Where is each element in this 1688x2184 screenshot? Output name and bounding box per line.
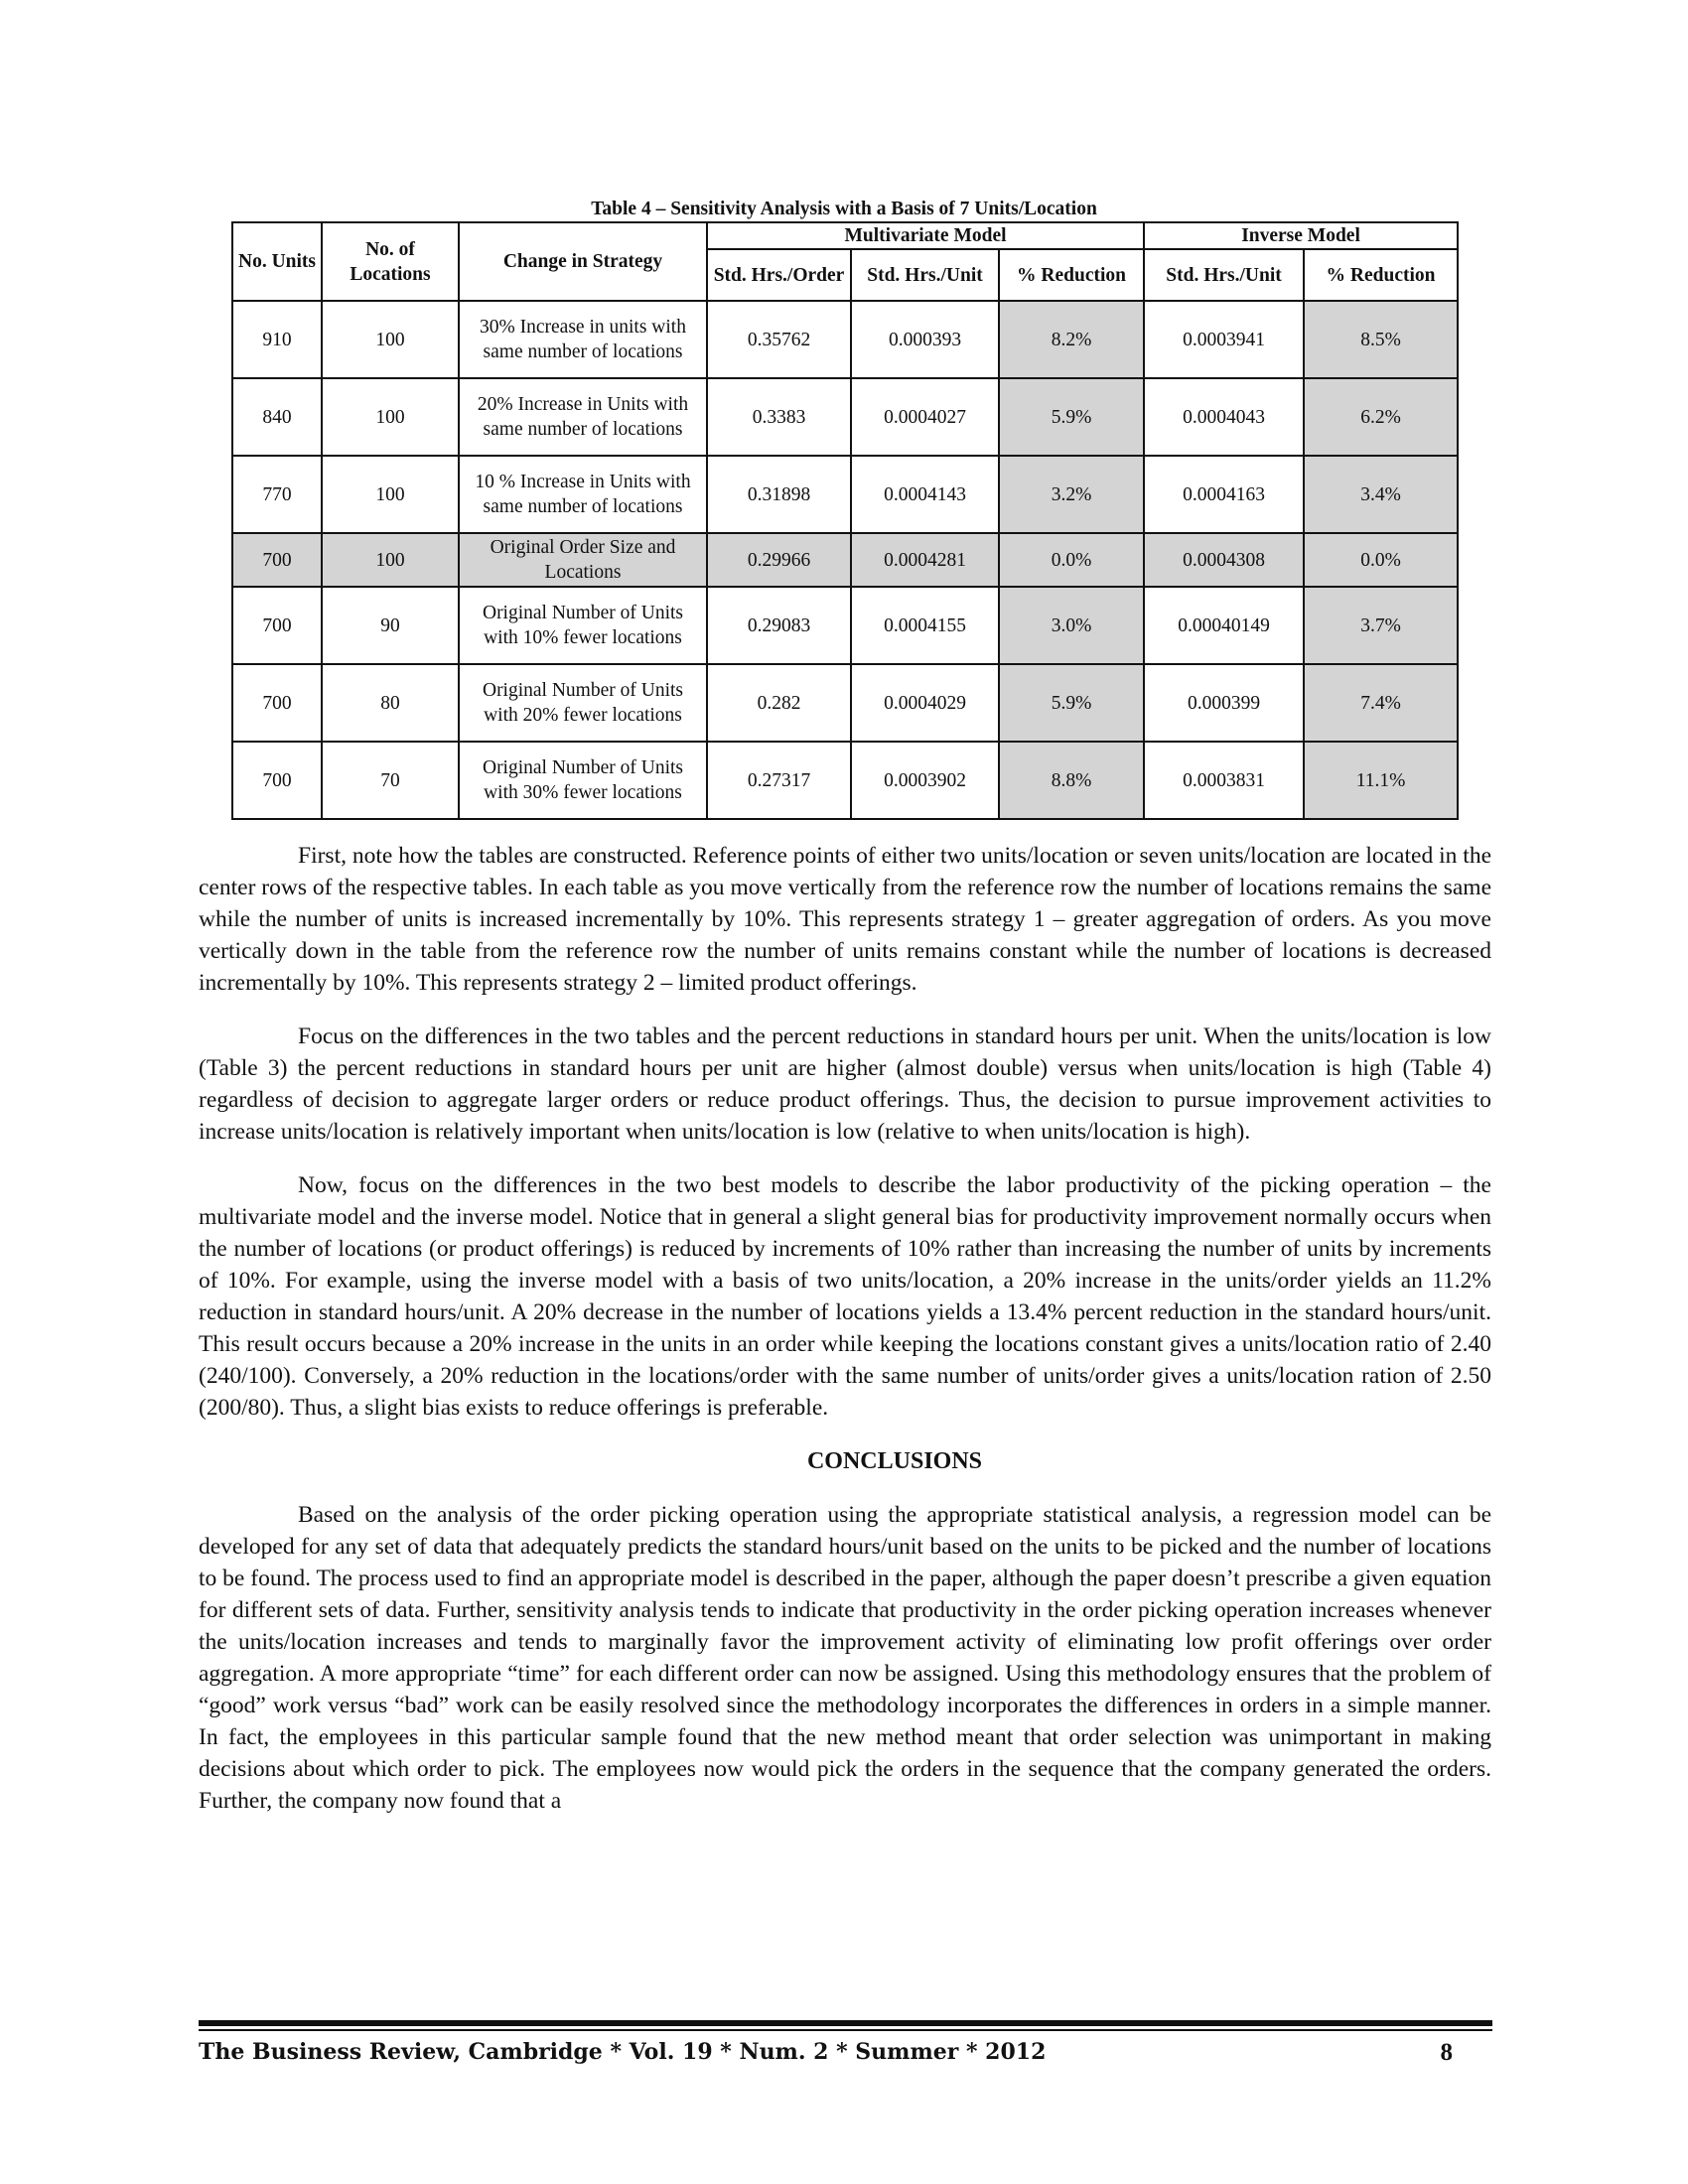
header-std-hrs-order: Std. Hrs./Order xyxy=(707,249,851,301)
cell-hrs-unit: 0.0004155 xyxy=(851,587,999,664)
cell-inverse-reduction: 0.0% xyxy=(1304,533,1458,587)
table-caption: Table 4 – Sensitivity Analysis with a Basis of 7 Units/Location xyxy=(591,199,1097,219)
cell-hrs-order: 0.29966 xyxy=(707,533,851,587)
header-inverse-model: Inverse Model xyxy=(1144,222,1458,249)
cell-reduction: 3.0% xyxy=(999,587,1144,664)
cell-inverse-reduction: 6.2% xyxy=(1304,378,1458,456)
cell-hrs-order: 0.27317 xyxy=(707,742,851,819)
cell-units: 840 xyxy=(232,378,322,456)
cell-change: 30% Increase in units with same number of locations xyxy=(459,301,707,378)
sensitivity-table-block xyxy=(231,199,1457,820)
cell-change: Original Number of Units with 10% fewer locations xyxy=(459,587,707,664)
cell-inverse-reduction: 3.7% xyxy=(1304,587,1458,664)
sensitivity-table xyxy=(231,221,1459,820)
table-row xyxy=(232,456,1458,533)
cell-reduction: 8.2% xyxy=(999,301,1144,378)
cell-hrs-unit: 0.0004029 xyxy=(851,664,999,742)
header-no-units: No. Units xyxy=(232,222,322,301)
cell-reduction: 5.9% xyxy=(999,378,1144,456)
cell-units: 770 xyxy=(232,456,322,533)
cell-inverse-hrs-unit: 0.0004163 xyxy=(1144,456,1304,533)
cell-hrs-order: 0.31898 xyxy=(707,456,851,533)
cell-change: 20% Increase in Units with same number of locations xyxy=(459,378,707,456)
cell-units: 910 xyxy=(232,301,322,378)
header-pct-reduction: % Reduction xyxy=(999,249,1144,301)
header-change-in-strategy: Change in Strategy xyxy=(459,222,707,301)
cell-change: Original Number of Units with 20% fewer locations xyxy=(459,664,707,742)
footer-journal-citation: The Business Review, Cambridge * Vol. 19 * Num. 2 * Summer * 2012 xyxy=(199,2039,1047,2065)
table-row xyxy=(232,378,1458,456)
body-text xyxy=(199,840,1491,1839)
cell-inverse-hrs-unit: 0.000399 xyxy=(1144,664,1304,742)
paragraph-differences-tables: Focus on the differences in the two tables and the percent reductions in standard hours per unit. When the units/location is low (Table 3) the percent reductions in standard hours per unit are higher (almost double) versus when units/location is high (Table 4) regardless of decision to aggregate larger orders or reduce product offerings. Thus, the decision to pursue improvement activities to increase units/location is relatively important when units/location is low (relative to when units/location is high). xyxy=(199,1024,1491,1145)
header-std-hrs-unit: Std. Hrs./Unit xyxy=(851,249,999,301)
cell-units: 700 xyxy=(232,664,322,742)
cell-hrs-unit: 0.000393 xyxy=(851,301,999,378)
cell-units: 700 xyxy=(232,587,322,664)
paragraph-conclusions: Based on the analysis of the order picking operation using the appropriate statistical analysis, a regression model can be developed for any set of data that adequately predicts the standard hours/unit based on the units to be picked and the number of locations to be found. The process used to find an appropriate model is described in the paper, although the paper doesn’t prescribe a given equation for different sets of data. Further, sensitivity analysis tends to indicate that productivity in the order picking operation increases whenever the units/location increases and tends to marginally favor the improvement activity of eliminating low profit offerings over order aggregation. A more appropriate “time” for each different order can now be assigned. Using this methodology ensures that the problem of “good” work versus “bad” work can be easily resolved since the methodology incorporates the differences in orders in a simple manner. In fact, the employees in this particular sample found that the new method meant that order selection was unimportant in making decisions about which order to pick. The employees now would pick the orders in the sequence that the company generated the orders. Further, the company now found that a xyxy=(199,1502,1491,1814)
cell-hrs-unit: 0.0004143 xyxy=(851,456,999,533)
cell-inverse-reduction: 3.4% xyxy=(1304,456,1458,533)
section-heading-conclusions: CONCLUSIONS xyxy=(806,1448,983,1474)
cell-locations: 80 xyxy=(322,664,459,742)
header-no-locations: No. of Locations xyxy=(322,222,459,301)
table-row xyxy=(232,742,1458,819)
paragraph-model-differences: Now, focus on the differences in the two best models to describe the labor productivity of the picking operation – the multivariate model and the inverse model. Notice that in general a slight general bias for productivity improvement normally occurs when the number of locations (or product offerings) is reduced by increments of 10% rather than increasing the number of units by increments of 10%. For example, using the inverse model with a basis of two units/location, a 20% increase in the units/order yields an 11.2% reduction in standard hours/unit. A 20% decrease in the number of locations yields a 13.4% percent reduction in the standard hours/unit. This result occurs because a 20% increase in the units in an order while keeping the locations constant gives a units/location ratio of 2.40 (240/100). Conversely, a 20% reduction in the locations/order with the same number of units/order gives a units/location ration of 2.50 (200/80). Thus, a slight bias exists to reduce offerings is preferable. xyxy=(199,1172,1491,1421)
cell-hrs-order: 0.35762 xyxy=(707,301,851,378)
cell-change: Original Order Size and Locations xyxy=(459,533,707,587)
cell-inverse-hrs-unit: 0.0003941 xyxy=(1144,301,1304,378)
cell-locations: 100 xyxy=(322,533,459,587)
cell-inverse-reduction: 8.5% xyxy=(1304,301,1458,378)
cell-units: 700 xyxy=(232,742,322,819)
table-row xyxy=(232,587,1458,664)
footer-rule-thin xyxy=(199,2029,1492,2031)
table-row-reference xyxy=(232,533,1458,587)
header-inverse-pct-reduction: % Reduction xyxy=(1304,249,1458,301)
cell-units: 700 xyxy=(232,533,322,587)
cell-locations: 70 xyxy=(322,742,459,819)
header-multivariate-model: Multivariate Model xyxy=(707,222,1144,249)
cell-inverse-hrs-unit: 0.0004308 xyxy=(1144,533,1304,587)
cell-hrs-order: 0.29083 xyxy=(707,587,851,664)
cell-hrs-unit: 0.0003902 xyxy=(851,742,999,819)
cell-locations: 100 xyxy=(322,301,459,378)
paragraph-table-construction: First, note how the tables are constructed. Reference points of either two units/location or seven units/location are located in the center rows of the respective tables. In each table as you move vertically from the reference row the number of locations remains the same while the number of units is increased incrementally by 10%. This represents strategy 1 – greater aggregation of orders. As you move vertically down in the table from the reference row the number of units remains constant while the number of locations is decreased incrementally by 10%. This represents strategy 2 – limited product offerings. xyxy=(199,843,1491,996)
cell-inverse-hrs-unit: 0.0003831 xyxy=(1144,742,1304,819)
cell-inverse-hrs-unit: 0.0004043 xyxy=(1144,378,1304,456)
cell-reduction: 0.0% xyxy=(999,533,1144,587)
cell-inverse-reduction: 11.1% xyxy=(1304,742,1458,819)
cell-hrs-order: 0.282 xyxy=(707,664,851,742)
cell-hrs-unit: 0.0004281 xyxy=(851,533,999,587)
cell-hrs-unit: 0.0004027 xyxy=(851,378,999,456)
cell-inverse-reduction: 7.4% xyxy=(1304,664,1458,742)
table-row xyxy=(232,301,1458,378)
cell-change: 10 % Increase in Units with same number of locations xyxy=(459,456,707,533)
cell-change: Original Number of Units with 30% fewer locations xyxy=(459,742,707,819)
cell-locations: 100 xyxy=(322,456,459,533)
cell-reduction: 5.9% xyxy=(999,664,1144,742)
cell-locations: 90 xyxy=(322,587,459,664)
footer-rule-thick xyxy=(199,2020,1492,2026)
table-row xyxy=(232,664,1458,742)
cell-locations: 100 xyxy=(322,378,459,456)
header-inverse-std-hrs-unit: Std. Hrs./Unit xyxy=(1144,249,1304,301)
cell-inverse-hrs-unit: 0.00040149 xyxy=(1144,587,1304,664)
cell-hrs-order: 0.3383 xyxy=(707,378,851,456)
cell-reduction: 3.2% xyxy=(999,456,1144,533)
cell-reduction: 8.8% xyxy=(999,742,1144,819)
page-number: 8 xyxy=(1440,2039,1453,2066)
